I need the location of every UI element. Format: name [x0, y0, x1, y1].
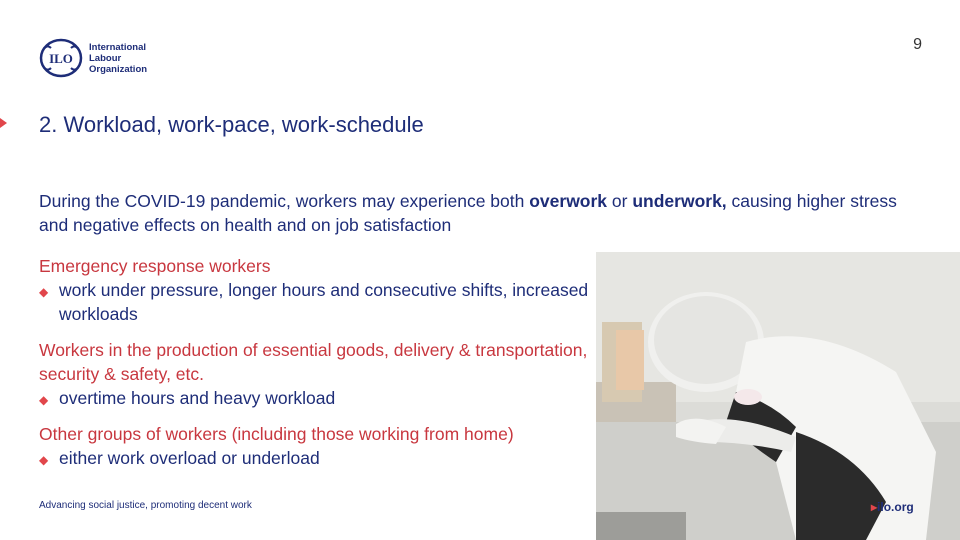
group-heading: Other groups of workers (including those working from home) [39, 424, 514, 444]
logo-line-1: International [89, 41, 147, 53]
intro-text-1: During the COVID-19 pandemic, workers may experience both [39, 191, 530, 211]
worker-group-essential [39, 338, 599, 412]
emblem-text: ILO [49, 51, 73, 66]
exhausted-worker-photo [596, 252, 960, 540]
bullet-text: overtime hours and heavy workload [59, 388, 336, 408]
diamond-bullet-icon: ◆ [39, 453, 49, 467]
bullet-text: work under pressure, longer hours and consecutive shifts, increased workloads [59, 280, 589, 324]
group-heading: Workers in the production of essential goods, delivery & transportation, security & safety, etc. [39, 340, 588, 384]
group-heading: Emergency response workers [39, 256, 271, 276]
logo-text [89, 42, 147, 75]
ilo-logo [39, 38, 147, 78]
intro-bold-underwork: underwork, [632, 191, 727, 211]
bullet-text: either work overload or underload [59, 448, 320, 468]
slide-title: 2. Workload, work-pace, work-schedule [39, 112, 424, 137]
intro-paragraph [39, 189, 919, 237]
group-bullet [39, 386, 599, 412]
intro-text-3: causing higher stress and negative effects on health and on job satisfaction [39, 191, 897, 235]
group-bullet [39, 446, 599, 472]
title-marker-icon [0, 118, 7, 128]
group-bullet [39, 278, 599, 326]
worker-group-emergency [39, 254, 599, 326]
worker-group-other [39, 422, 599, 472]
logo-line-2: Labour [89, 52, 122, 64]
diamond-bullet-icon: ◆ [39, 285, 49, 299]
intro-text-2: or [607, 191, 633, 211]
logo-line-3: Organization [89, 63, 148, 75]
arrow-right-icon: ▸ [871, 500, 878, 514]
ilo-website-link[interactable] [871, 500, 914, 514]
diamond-bullet-icon: ◆ [39, 393, 49, 407]
intro-bold-overwork: overwork [529, 191, 608, 211]
ilo-link-text: ilo.org [877, 500, 914, 514]
footer-tagline: Advancing social justice, promoting decent work [39, 500, 252, 511]
page-number: 9 [913, 36, 922, 53]
ilo-emblem-icon [39, 38, 83, 78]
